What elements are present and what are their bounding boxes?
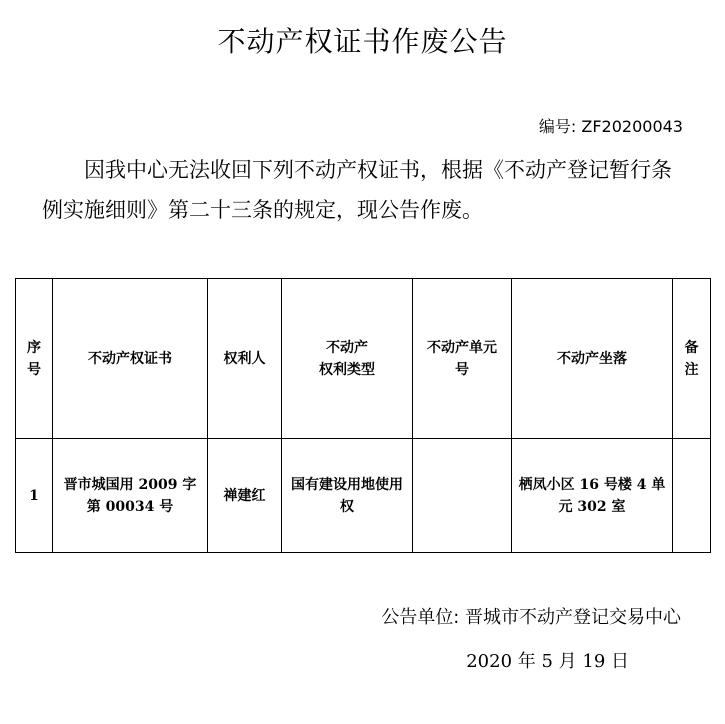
cell-certificate: 晋市城国用 2009 字第 00034 号 [53,439,208,553]
header-unit-number: 不动产单元 号 [413,279,512,439]
issue-date: 2020 年 5 月 19 日 [466,651,629,672]
announcement-body: 因我中心无法收回下列不动产权证书，根据《不动产登记暂行条例实施细则》第二十三条的规定，现公告作废。 [42,158,672,222]
issuing-organization: 公告单位: 晋城市不动产登记交易中心 [381,607,681,628]
cell-note [673,439,711,553]
cell-unit-number [413,439,512,553]
header-holder: 权利人 [208,279,282,439]
cell-location: 栖凤小区 16 号楼 4 单元 302 室 [512,439,673,553]
void-certificates-table [15,278,711,553]
table-row [16,439,711,553]
header-right-type: 不动产 权利类型 [282,279,413,439]
header-note: 备注 [673,279,711,439]
header-certificate: 不动产权证书 [53,279,208,439]
cell-holder: 禅建红 [208,439,282,553]
cell-seq: 1 [16,439,53,553]
cell-right-type: 国有建设用地使用权 [282,439,413,553]
table-header-row [16,279,711,439]
document-number: 编号: ZF20200043 [538,117,683,136]
page-title: 不动产权证书作废公告 [217,25,508,58]
header-location: 不动产坐落 [512,279,673,439]
header-seq: 序号 [16,279,53,439]
